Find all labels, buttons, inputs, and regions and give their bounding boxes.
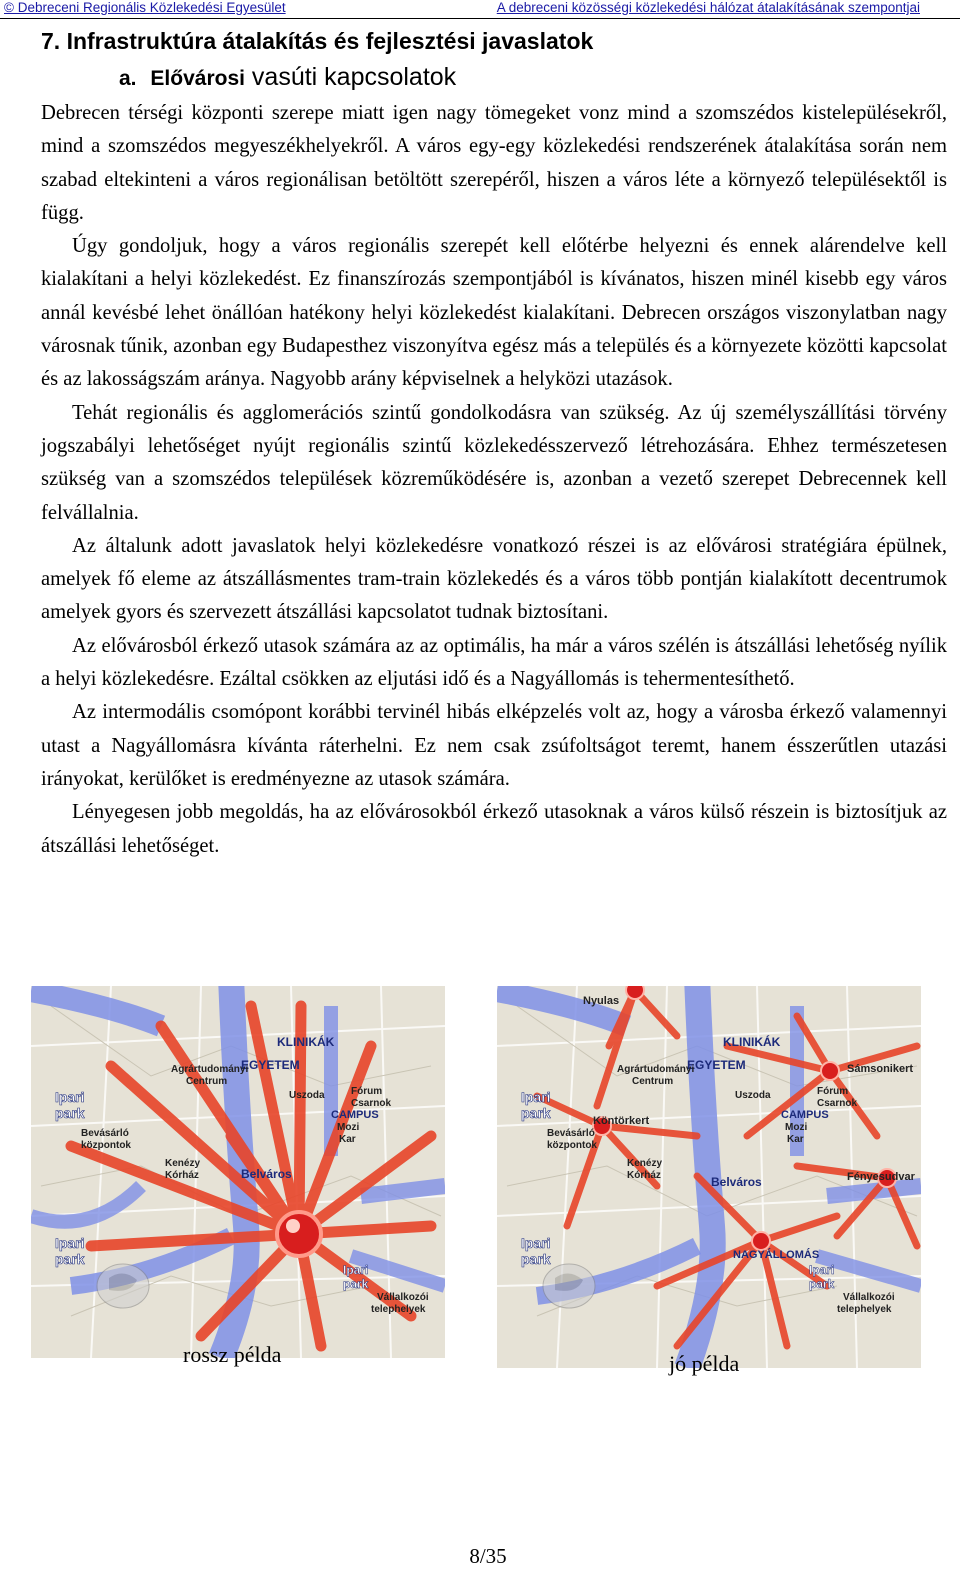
page-number: 8/35: [469, 1544, 507, 1568]
label-kar: Kar: [339, 1134, 356, 1145]
label-ipari-5: Ipari: [521, 1235, 551, 1251]
label-uszoda: Uszoda: [289, 1090, 325, 1101]
map-good-svg: [497, 986, 921, 1368]
paragraph: Az általunk adott javaslatok helyi közlekedésre vonatkozó részei is az elővárosi stratégiára épülnek, amelyek fő eleme az átszállásmentes tram-train közlekedés és a város több pontján kialakított decentrumok amelyek gyors és szervezett átszállási kapcsolatot tudnak biztosítani.: [41, 534, 947, 624]
label-samsonikert: Sámsonikert: [847, 1063, 914, 1075]
label-forum-2: Fórum: [817, 1086, 849, 1097]
label-fenyesudvar: Fényesudvar: [847, 1171, 915, 1183]
map-good-example: [497, 986, 921, 1368]
label-uszoda-2: Uszoda: [735, 1090, 771, 1101]
label-campus-2: CAMPUS: [781, 1109, 829, 1121]
body-text: [41, 97, 947, 863]
label-telephelyek: telephelyek: [371, 1304, 426, 1315]
paragraph: Tehát regionális és agglomerációs szintű gondolkodásra van szükség. Az új személyszállítási törvény jogszabályi lehetőséget nyújt regionális szintű közlekedésszervező létrehozására. Ehhez természetesen szükség van a szomszédos települések közreműködésére is, azonban a vezető szerepet Debrecennek kell felvállalnia.: [41, 401, 947, 524]
label-egyetem-2: EGYETEM: [687, 1058, 746, 1072]
label-park-2: park: [55, 1251, 85, 1267]
label-ipari-2: Ipari: [55, 1235, 85, 1251]
paragraph: Az intermodális csomópont korábbi tervinél hibás elképzelés volt az, hogy a városba érkező valamennyi utast a Nagyállomásra kívánta ráterhelni. Ez nem csak zsúfoltságot teremt, hanem ésszerűtlen utazási irányokat, kerülőket is eredményezne az utasok számára.: [41, 701, 947, 790]
label-centrum: Centrum: [186, 1076, 228, 1087]
label-agrartudomanyi-2: Agrártudományi: [617, 1064, 695, 1075]
label-csarnok-2: Csarnok: [817, 1098, 858, 1109]
label-csarnok: Csarnok: [351, 1098, 392, 1109]
label-korhaz-2: Kórház: [627, 1170, 661, 1181]
header-left-link[interactable]: © Debreceni Regionális Közlekedési Egyesület: [4, 0, 286, 15]
label-telephelyek-2: telephelyek: [837, 1304, 892, 1315]
label-egyetem: EGYETEM: [241, 1058, 300, 1072]
label-nagyallomas: NAGYÁLLOMÁS: [733, 1249, 820, 1261]
label-klinikak-2: KLINIKÁK: [723, 1035, 781, 1049]
label-ipari-3: Ipari: [343, 1263, 369, 1277]
label-bevasarlo-2: Bevásárló: [547, 1128, 595, 1139]
debrecen-crest-logo: [97, 1264, 149, 1308]
label-agrartudomanyi: Agrártudományi: [171, 1064, 249, 1075]
caption-good-example: jó példa: [669, 1351, 740, 1376]
paragraph: Lényegesen jobb megoldás, ha az elővárosokból érkező utasoknak a város külső részein is biztosítjuk az átszállási lehetőséget.: [41, 801, 947, 857]
label-kar-2: Kar: [787, 1134, 804, 1145]
label-campus: CAMPUS: [331, 1109, 379, 1121]
subsection-bold: Elővárosi: [150, 67, 245, 90]
label-belvaros: Belváros: [241, 1167, 292, 1181]
subsection-heading: [119, 61, 456, 95]
map-bad-example: [31, 986, 445, 1358]
paragraph: Debrecen térségi központi szerepe miatt igen nagy tömegeket vonz mind a szomszédos kistelepülésekről, mind a szomszédos megyeszékhelyekről. A város egy-egy közlekedési rendszerének átalakítása során nem szabad eltekinteni a város regionálisan betöltött szerepéről, hiszen a város léte a környező településektől is függ.: [41, 102, 947, 224]
label-kontorkert: Köntörkert: [593, 1115, 650, 1127]
debrecen-crest-logo: [543, 1264, 595, 1308]
label-klinikak: KLINIKÁK: [277, 1035, 335, 1049]
label-korhaz: Kórház: [165, 1170, 199, 1181]
paragraph: Az elővárosból érkező utasok számára az az optimális, ha már a város szélén is átszállási lehetőség nyílik a helyi közlekedésre. Ezáltal csökken az eljutási idő és a Nagyállomás is tehermentesíthető.: [41, 634, 947, 691]
paragraph: Úgy gondoljuk, hogy a város regionális szerepét kell előtérbe helyezni és ennek alárendelve kell kialakítani a helyi közlekedést. Ez finanszírozás szempontjából is kívánatos, hiszen minél kisebb egy város annál kevésbé lehet önállóan hatékony helyi közlekedést kialakítani. Debrecen országos viszonylatban nagy városnak tűnik, azonban egy Budapesthez viszonyítva egész más a település és a környezete közötti kapcsolat és az lakosságszám aránya. Nagyobb arány képviselnek a helyközi utazások.: [41, 235, 947, 391]
label-kenezy-2: Kenézy: [627, 1158, 663, 1169]
hub-nagyallomas: [752, 1232, 770, 1250]
subsection-rest: vasúti kapcsolatok: [244, 63, 457, 91]
map-bad-svg: [31, 986, 445, 1358]
label-centrum-2: Centrum: [632, 1076, 674, 1087]
label-park-5: park: [521, 1251, 551, 1267]
label-kenezy: Kenézy: [165, 1158, 201, 1169]
label-mozi: Mozi: [337, 1122, 360, 1133]
label-vallalkozoi: Vállalkozói: [377, 1292, 429, 1303]
label-forum: Fórum: [351, 1086, 383, 1097]
label-kozpontok-2: központok: [547, 1140, 597, 1151]
label-ipari-4: Ipari: [521, 1089, 551, 1105]
header-right-link[interactable]: A debreceni közösségi közlekedési hálózat átalakításának szempontjai: [496, 0, 920, 15]
subsection-prefix: a.: [119, 67, 137, 90]
caption-bad-example: rossz példa: [183, 1342, 282, 1367]
label-bevasarlo: Bevásárló: [81, 1128, 129, 1139]
section-heading: 7. Infrastruktúra átalakítás és fejlesztési javaslatok: [41, 28, 594, 54]
page-header: [0, 0, 960, 19]
hub-nyulas: [626, 986, 644, 999]
label-park-6: park: [809, 1277, 835, 1291]
label-park: park: [55, 1105, 85, 1121]
label-mozi-2: Mozi: [785, 1122, 808, 1133]
label-kozpontok: központok: [81, 1140, 131, 1151]
label-nyulas: Nyulas: [583, 995, 620, 1007]
label-ipari: Ipari: [55, 1089, 85, 1105]
label-vallalkozoi-2: Vállalkozói: [843, 1292, 895, 1303]
label-park-3: park: [343, 1277, 369, 1291]
label-park-4: park: [521, 1105, 551, 1121]
label-belvaros-2: Belváros: [711, 1175, 762, 1189]
hub-samsonikert: [821, 1062, 839, 1080]
label-ipari-6: Ipari: [809, 1263, 835, 1277]
